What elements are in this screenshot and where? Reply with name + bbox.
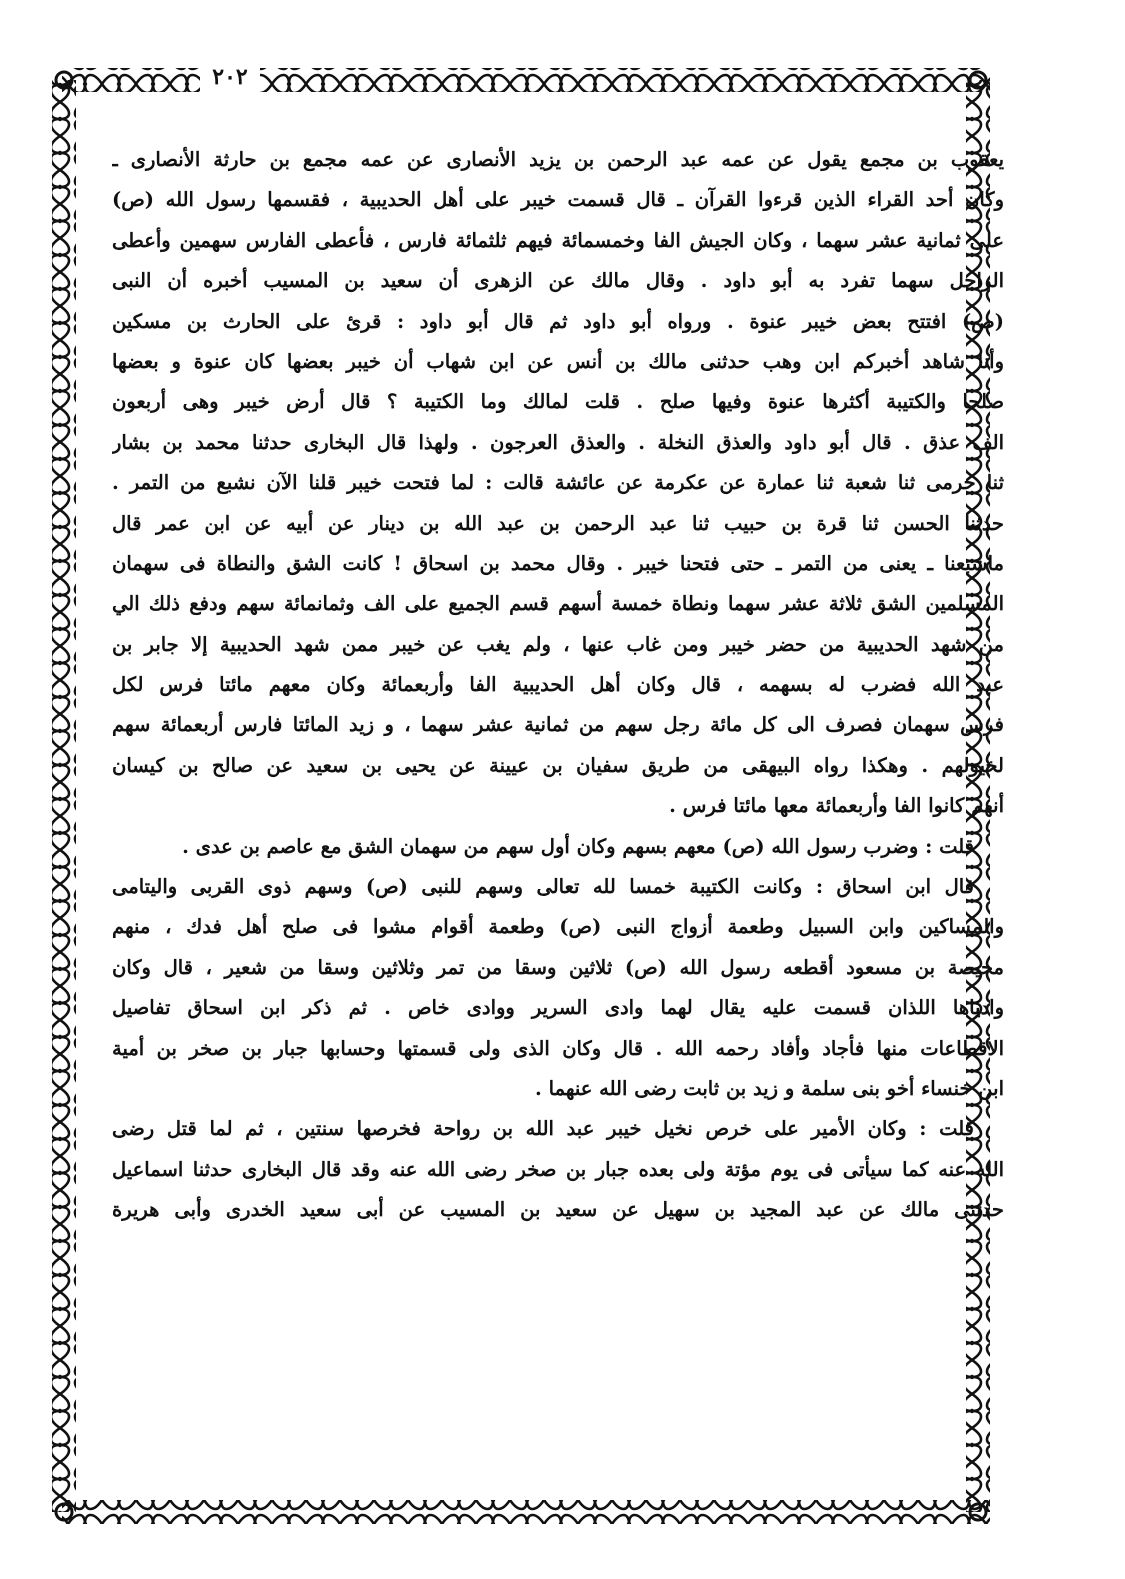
page-body-text: [112, 140, 1004, 1490]
text-line: قلت : وضرب رسول الله (ص) معهم بسهم وكان أول سهم من سهمان الشق مع عاصم بن عدى .: [182, 834, 974, 858]
text-line: وكان أحد القراء الذين قرءوا القرآن ـ قال قسمت خيبر على أهل الحديبية ، فقسمها رسول الله (ص): [112, 188, 1004, 212]
text-line: قلت : وكان الأمير على خرص نخيل خيبر عبد الله بن رواحة فخرصها سنتين ، ثم لما قتل رضى: [112, 1117, 974, 1141]
text-line: حدثنى مالك عن عبد المجيد بن سهيل عن سعيد بن المسيب عن أبى سعيد الخدرى وأبى هريرة: [112, 1198, 1004, 1222]
text-line: وأنا شاهد أخبركم ابن وهب حدثنى مالك بن أنس عن ابن شهاب أن خيبر بعضها كان عنوة و بعضها: [112, 349, 1004, 373]
text-line: الراجل سهما تفرد به أبو داود . وقال مالك عن الزهرى أن سعيد بن المسيب أخبره أن النبى: [112, 269, 1004, 293]
text-line: عبد الله فضرب له بسهمه ، قال وكان أهل الحديبية الفا وأربعمائة وكان معهم مائتا فرس لكل: [112, 673, 1004, 697]
page-number: ٢٠٢: [200, 62, 260, 92]
text-line: الله عنه كما سيأتى فى يوم مؤتة ولى بعده جبار بن صخر رضى الله عنه وقد قال البخارى حدثنا اسماعيل: [112, 1157, 1004, 1181]
text-line: صلحا والكتيبة أكثرها عنوة وفيها صلح . قلت لمالك وما الكتيبة ؟ قال أرض خيبر وهى أربعون: [112, 390, 1004, 414]
text-line: ثنا حرمى ثنا شعبة ثنا عمارة عن عكرمة عن عائشة قالت : لما فتحت خيبر قلنا الآن نشبع من التمر .: [112, 471, 1004, 495]
text-line: على ثمانية عشر سهما ، وكان الجيش الفا وخمسمائة فيهم ثلثمائة فارس ، فأعطى الفارس سهمين وأعطى: [112, 228, 1004, 252]
text-line: من شهد الحديبية من حضر خيبر ومن غاب عنها ، ولم يغب عن خيبر ممن شهد الحديبية إلا جابر بن: [112, 632, 1004, 656]
text-line: ابن خنساء أخو بنى سلمة و زيد بن ثابت رضى الله عنهما .: [535, 1076, 1004, 1100]
text-line: ماشبعنا ـ يعنى من التمر ـ حتى فتحنا خيبر . وقال محمد بن اسحاق ! كانت الشق والنطاة فى سهمان: [112, 551, 1004, 575]
text-line: لخيولهم . وهكذا رواه البيهقى من طريق سفيان بن عيينة عن يحيى بن سعيد عن صالح بن كيسان: [112, 753, 1004, 777]
text-line: الف عذق . قال أبو داود والعذق النخلة . والعذق العرجون . ولهذا قال البخارى حدثنا محمد بن بشار: [112, 430, 1004, 454]
text-line: المسلمين الشق ثلاثة عشر سهما ونطاة خمسة أسهم قسم الجميع على الف وثمانمائة سهم ودفع ذلك الي: [112, 592, 1004, 616]
text-line: قال ابن اسحاق : وكانت الكتيبة خمسا لله تعالى وسهم للنبى (ص) وسهم ذوى القربى واليتامى: [112, 875, 974, 899]
text-line: وادياها اللذان قسمت عليه يقال لهما وادى السرير ووادى خاص . ثم ذكر ابن اسحاق تفاصيل: [112, 996, 1004, 1020]
text-line: يعقوب بن مجمع يقول عن عمه عبد الرحمن بن يزيد الأنصارى عن عمه مجمع بن حارثة الأنصارى ـ: [112, 148, 1004, 171]
text-line: أنهم كانوا الفا وأربعمائة معها مائتا فرس .: [669, 794, 1004, 818]
text-line: الاقطاعات منها فأجاد وأفاد رحمه الله . قال وكان الذى ولى قسمتها وحسابها جبار بن صخر بن أمية: [112, 1036, 1004, 1060]
text-line: حدثنا الحسن ثنا قرة بن حبيب ثنا عبد الرحمن بن عبد الله بن دينار عن أبيه عن ابن عمر قال: [112, 511, 1004, 535]
text-line: (ص) افتتح بعض خيبر عنوة . ورواه أبو داود ثم قال أبو داود : قرئ على الحارث بن مسكين: [112, 309, 1004, 333]
text-line: محيصة بن مسعود أقطعه رسول الله (ص) ثلاثين وسقا من تمر وثلاثين وسقا من شعير ، قال وكان: [112, 955, 1004, 979]
text-line: والمساكين وابن السبيل وطعمة أزواج النبى (ص) وطعمة أقوام مشوا فى صلح أهل فدك ، منهم: [112, 915, 1004, 939]
text-line: فرس سهمان فصرف الى كل مائة رجل سهم من ثمانية عشر سهما ، و زيد المائتا فارس أربعمائة سهم: [112, 713, 1004, 737]
